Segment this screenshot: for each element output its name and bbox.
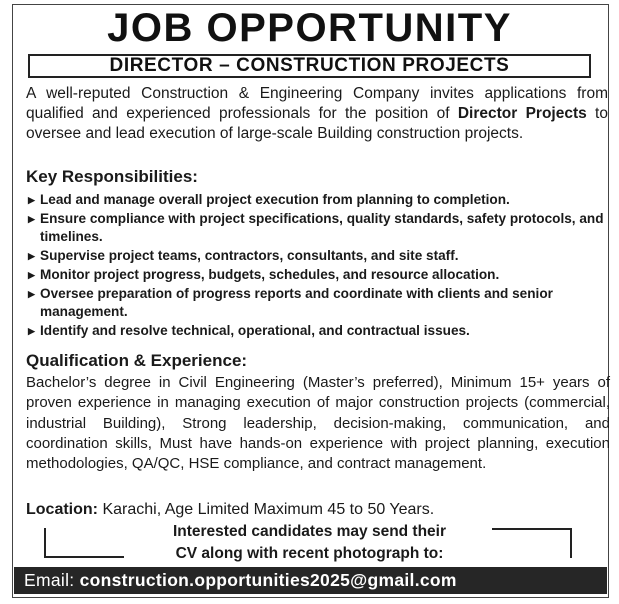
bullet-icon: ▶ <box>28 214 35 224</box>
intro-paragraph <box>26 84 608 144</box>
list-item: ▶ Identify and resolve technical, operational, and contractual issues. <box>28 323 470 338</box>
bullet-icon: ▶ <box>28 270 35 280</box>
intro-text-before: A well-reputed Construction & Engineering Company invites applications from qualified and experienced professionals for the position of <box>26 85 608 122</box>
qualification-heading: Qualification & Experience: <box>26 351 248 370</box>
intro-text-after: to oversee and lead execution of large-scale Building construction projects. <box>26 105 608 142</box>
position-title: DIRECTOR – CONSTRUCTION PROJECTS <box>28 54 591 78</box>
responsibilities-heading: Key Responsibilities: <box>26 167 198 186</box>
email-address[interactable]: construction.opportunities2025@gmail.com <box>79 570 457 590</box>
list-item: ▶ Monitor project progress, budgets, schedules, and resource allocation. <box>28 267 500 282</box>
email-label: Email: <box>24 570 80 590</box>
bullet-icon: ▶ <box>28 195 35 205</box>
list-item: ▶ Lead and manage overall project execution from planning to completion. <box>28 192 510 207</box>
list-item: ▶ Oversee preparation of progress reports and coordinate with clients and senior management. <box>28 286 553 319</box>
list-item: ▶ Ensure compliance with project specifications, quality standards, safety protocols, and timelines. <box>28 211 604 244</box>
list-item: ▶ Supervise project teams, contractors, consultants, and site staff. <box>28 248 459 263</box>
apply-line-1: Interested candidates may send their <box>172 523 447 540</box>
email-bar <box>14 567 607 594</box>
intro-highlight: Director Projects <box>457 105 587 122</box>
bullet-icon: ▶ <box>28 251 35 261</box>
bullet-icon: ▶ <box>28 326 35 336</box>
location-label: Location: <box>26 501 98 518</box>
apply-line-2: CV along with recent photograph to: <box>175 545 444 562</box>
qualification-text: Bachelor’s degree in Civil Engineering (Master’s preferred), Minimum 15+ years of proven experience in managing execution of major construction projects (commercial, industrial Building), Strong leadership, decision-making, communication, and coordination skills, Must have hands-on experience with project planning, execution methodologies, QA/QC, HSE compliance, and contract management. <box>26 374 610 473</box>
bullet-icon: ▶ <box>28 289 35 299</box>
responsibilities-list <box>26 191 608 341</box>
headline: JOB OPPORTUNITY <box>107 6 512 50</box>
location-line <box>26 500 434 520</box>
location-value: Karachi, Age Limited Maximum 45 to 50 Years. <box>98 501 435 518</box>
